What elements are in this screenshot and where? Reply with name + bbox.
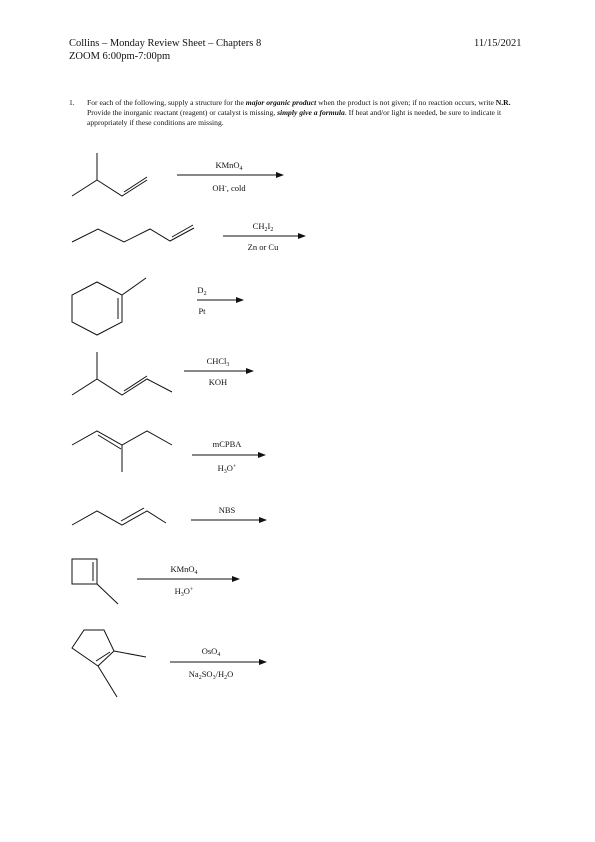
instr-emph-major-product: major organic product <box>245 98 317 107</box>
reagent-below-7: $H_3O^+$ <box>174 586 194 598</box>
molecule-2-structure <box>72 225 194 242</box>
molecule-6-structure <box>72 508 166 525</box>
instr-part4: . If heat and/or light is needed, be sure to indicate it appropriately if these conditions are missing. <box>87 108 502 128</box>
instr-emph-formula: simply give a formula <box>277 108 345 118</box>
molecule-4-structure <box>72 352 172 395</box>
header-session: ZOOM 6:00pm-7:00pm <box>69 51 171 62</box>
reagent-below-4: KOH <box>208 377 228 387</box>
instr-emph-nr: N.R. <box>495 98 511 107</box>
molecule-8-structure <box>72 630 146 697</box>
molecule-5-structure <box>72 431 172 472</box>
header-date: 11/15/2021 <box>474 38 522 49</box>
reagent-above-7: KMnO$_4$ <box>170 564 198 576</box>
reagent-above-1: KMnO$_4$ <box>215 160 243 172</box>
molecule-7-structure <box>72 559 118 604</box>
reagent-below-2: Zn or Cu <box>247 242 279 252</box>
instr-part1: For each of the following, supply a structure for the <box>87 98 246 107</box>
reagent-above-8: OsO$_4$ <box>201 646 221 658</box>
reagent-below-3: Pt <box>198 306 206 316</box>
molecule-1-structure <box>72 153 147 196</box>
instr-part2: when the product is not given; if no reaction occurs, write <box>316 98 496 107</box>
reagent-below-5: $H_3O^+$ <box>217 463 237 475</box>
reagent-below-8: $Na_2SO_3/H_2O$ <box>188 669 234 681</box>
reagent-above-3: $D_2$ <box>197 285 207 297</box>
reagent-above-6: NBS <box>218 505 236 515</box>
instr-part3: Provide the inorganic reactant (reagent) or catalyst is missing, <box>87 108 278 118</box>
reagent-above-5: mCPBA <box>212 439 242 449</box>
header-title: Collins – Monday Review Sheet – Chapters 8 <box>69 38 262 49</box>
reagent-below-1: OH-, cold <box>212 183 246 193</box>
molecule-3-structure <box>72 278 146 335</box>
question-number: 1. <box>69 98 75 107</box>
reagent-above-4: CHCl$_3$ <box>206 356 230 368</box>
reagent-above-2: $CH_2I_2$ <box>252 221 274 233</box>
